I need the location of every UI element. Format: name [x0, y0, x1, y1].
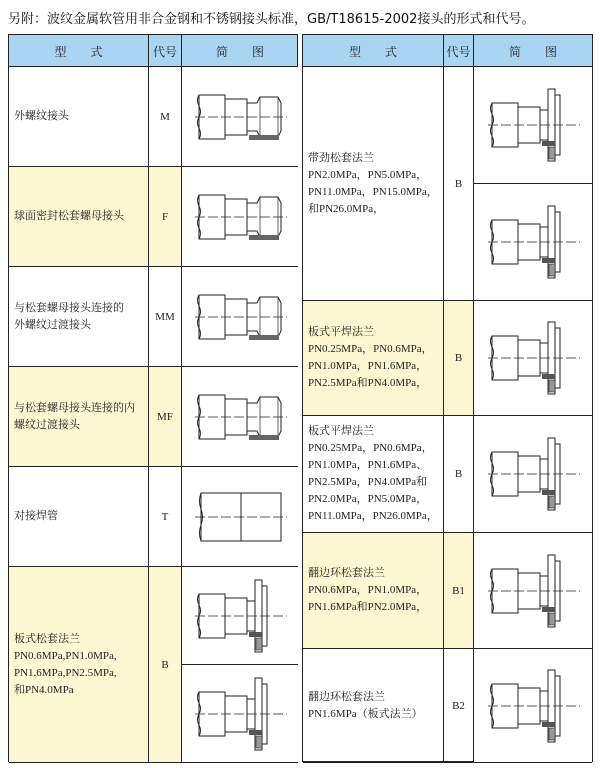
plate-slip-on-flange-icon — [474, 301, 592, 416]
neck-loose-flange-icon — [474, 67, 592, 184]
lap-joint-flange-icon — [474, 533, 592, 649]
male-adapter-fitting-icon — [182, 267, 298, 367]
header-type: 型 式 — [303, 35, 444, 67]
fitting-type: 与松套螺母接头连接的内 螺纹过渡接头 — [9, 367, 149, 467]
fitting-code: B — [149, 567, 182, 763]
spherical-seal-nut-fitting-icon — [182, 167, 298, 267]
fitting-type: 翻边环松套法兰 PN0.6MPa，PN1.0MPa， PN1.6MPa和PN2.0MPa， — [303, 533, 444, 649]
plate-slip-on-flange-icon — [474, 416, 592, 533]
fitting-code: M — [149, 67, 182, 167]
fitting-type: 板式松套法兰 PN0.6MPa,PN1.0MPa, PN1.6MPa,PN2.5MPa, 和PN4.0MPa — [9, 567, 149, 763]
male-thread-fitting-icon — [182, 67, 298, 167]
female-adapter-fitting-icon — [182, 367, 298, 467]
fitting-code: B — [444, 301, 474, 416]
fitting-type: 翻边环松套法兰 PN1.6MPa（板式法兰） — [303, 649, 444, 763]
table-header — [303, 35, 592, 67]
loose-plate-flange-icon — [182, 567, 298, 665]
fitting-type: 与松套螺母接头连接的 外螺纹过渡接头 — [9, 267, 149, 367]
fitting-code: B1 — [444, 533, 474, 649]
header-diagram: 简 图 — [508, 44, 557, 59]
fitting-type: 带劲松套法兰 PN2.0MPa，PN5.0MPa， PN11.0MPa，PN15.0MPa， 和PN26.0MPa， — [303, 67, 444, 301]
fitting-code: T — [149, 467, 182, 567]
fitting-table-right — [302, 34, 593, 762]
neck-loose-flange-icon — [474, 184, 592, 301]
fitting-type: 球面密封松套螺母接头 — [9, 167, 149, 267]
fitting-code: B — [444, 67, 474, 301]
header-type: 型 式 — [9, 35, 149, 67]
header-diagram: 简 图 — [215, 44, 264, 59]
fitting-code: F — [149, 167, 182, 267]
fitting-type: 外螺纹接头 — [9, 67, 149, 167]
fitting-type: 对接焊管 — [9, 467, 149, 567]
table-header — [9, 35, 297, 67]
page-title: 另附：波纹金属软管用非合金钢和不锈钢接头标准，GB/T18615-2002接头的形式和代号。 — [8, 12, 535, 27]
fitting-type: 板式平焊法兰 PN0.25MPa，PN0.6MPa， PN1.0MPa，PN1.6MPa、 PN2.5MPa，PN4.0MPa和 PN2.0MPa，PN5.0MPa， PN11.0MPa，PN26.0MPa， — [303, 416, 444, 533]
fitting-code: B — [444, 416, 474, 533]
fitting-code: MF — [149, 367, 182, 467]
butt-weld-pipe-icon — [182, 467, 298, 567]
lap-joint-plate-flange-icon — [474, 649, 592, 763]
header-code: 代号 — [444, 35, 474, 67]
fitting-code: MM — [149, 267, 182, 367]
header-code: 代号 — [149, 35, 182, 67]
fitting-type: 板式平焊法兰 PN0.25MPa，PN0.6MPa， PN1.0MPa，PN1.6MPa， PN2.5MPa和PN4.0MPa， — [303, 301, 444, 416]
fitting-table-left — [8, 34, 298, 762]
loose-plate-flange-icon — [182, 665, 298, 763]
fitting-code: B2 — [444, 649, 474, 763]
